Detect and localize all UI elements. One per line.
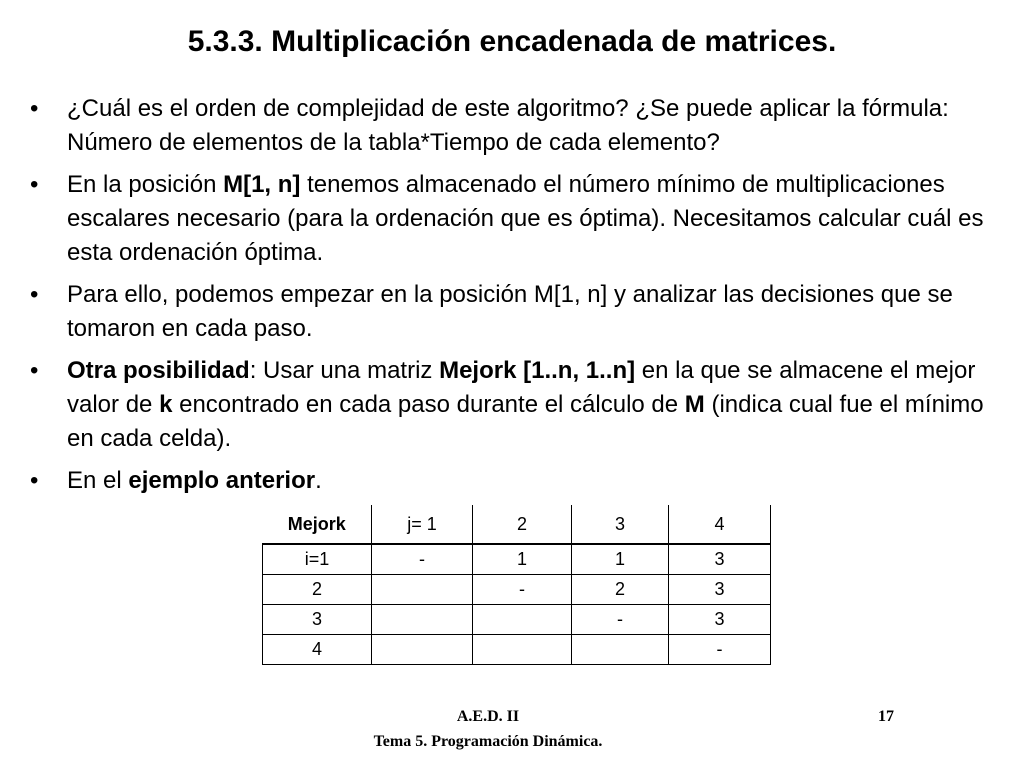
- bullet-bold-text: Otra posibilidad: [67, 357, 250, 384]
- table-cell: [473, 635, 572, 665]
- table-cell: 3: [669, 605, 771, 635]
- bullet-list: [30, 92, 1005, 506]
- table-cell: 1: [473, 544, 572, 575]
- table-row: [263, 605, 771, 635]
- slide-page-number: 17: [878, 708, 894, 725]
- table-cell: [572, 635, 669, 665]
- bullet-mejork-matrix: [30, 354, 1005, 456]
- footer-course-name: A.E.D. II: [456, 708, 520, 725]
- bullet-complexity-question: [30, 92, 1005, 160]
- table-header-cell: 2: [473, 505, 572, 544]
- bullet-bold-text: ejemplo anterior: [128, 467, 316, 494]
- table-cell: -: [372, 544, 473, 575]
- bullet-position-m1n: [30, 168, 1005, 270]
- table-header-cell: 3: [572, 505, 669, 544]
- table-cell: 2: [572, 575, 669, 605]
- table-header-row: [263, 505, 771, 544]
- table-cell: 3: [669, 575, 771, 605]
- table-cell: 2: [263, 575, 372, 605]
- table-row: [263, 544, 771, 575]
- bullet-bold-text: M: [684, 391, 705, 418]
- table-cell: [372, 575, 473, 605]
- table-cell: [372, 635, 473, 665]
- table-cell: [372, 605, 473, 635]
- table-cell: 3: [669, 544, 771, 575]
- bullet-previous-example: [30, 464, 1005, 498]
- bullet-text: (indica cual fue el mínimo en cada celda).: [67, 391, 984, 452]
- bullet-bold-text: k: [159, 391, 173, 418]
- slide-title: 5.3.3. Multiplicación encadenada de matrices.: [187, 25, 837, 58]
- bullet-bold-text: Mejork [1..n, 1..n]: [439, 357, 636, 384]
- bullet-text: En la posición: [67, 171, 224, 198]
- table-row: [263, 635, 771, 665]
- table-header-cell: 4: [669, 505, 771, 544]
- table-cell: -: [473, 575, 572, 605]
- bullet-bold-text: M[1, n]: [223, 171, 301, 198]
- bullet-text: : Usar una matriz: [249, 357, 440, 384]
- bullet-text: Para ello, podemos empezar en la posición M[1, n] y analizar las decisiones que se tomaron en cada paso.: [67, 281, 953, 342]
- table-cell: 4: [263, 635, 372, 665]
- bullet-text: encontrado en cada paso durante el cálculo de: [172, 391, 685, 418]
- footer-topic-name: Tema 5. Programación Dinámica.: [373, 733, 603, 750]
- bullet-text: tenemos almacenado el número mínimo de multiplicaciones escalares necesario (para la ordenación que es óptima). Necesitamos calcular cuál es esta ordenación óptima.: [67, 171, 984, 266]
- table-row: [263, 575, 771, 605]
- bullet-text: En el: [67, 467, 129, 494]
- bullet-text: .: [315, 467, 322, 494]
- table-cell: 1: [572, 544, 669, 575]
- bullet-text: en la que se almacene el mejor valor de: [67, 357, 976, 418]
- table-cell: -: [572, 605, 669, 635]
- table-cell: 3: [263, 605, 372, 635]
- bullet-text: ¿Cuál es el orden de complejidad de este algoritmo? ¿Se puede aplicar la fórmula: Número de elementos de la tabla*Tiempo de cada elemento?: [67, 95, 949, 156]
- table-cell: -: [669, 635, 771, 665]
- table-cell: [473, 605, 572, 635]
- mejork-table: [262, 505, 771, 665]
- table-cell: i=1: [263, 544, 372, 575]
- table-header-cell: j= 1: [372, 505, 473, 544]
- table-header-cell: Mejork: [263, 505, 372, 544]
- bullet-analyze-decisions: [30, 278, 1005, 346]
